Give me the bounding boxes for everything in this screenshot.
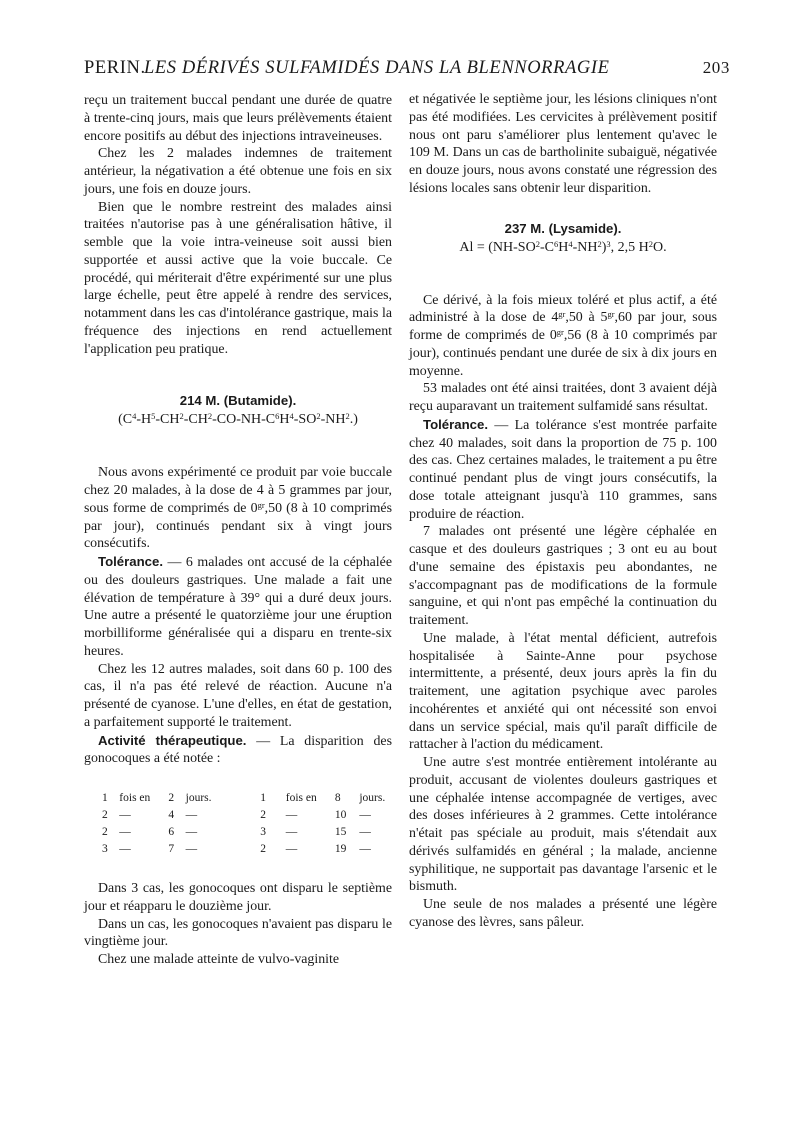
table-cell: 2: [260, 809, 266, 821]
paragraph: Dans un cas, les gonocoques n'avaient pas disparu le vingtième jour.: [84, 916, 392, 950]
table-cell: —: [119, 826, 131, 838]
paragraph: Chez une malade atteinte de vulvo-vaginite: [98, 952, 340, 967]
table-cell: —: [285, 809, 298, 821]
header-author: PERIN.: [84, 58, 146, 78]
paragraph: Une seule de nos malades a présenté une légère cyanose des lèvres, sans pâleur.: [409, 897, 717, 930]
table-cell: 7: [168, 843, 175, 855]
chemical-formula-butamide: $(C^4-H^5-CH^2-CH^2-CO-NH-C^6H^4-SO^2-NH^2.)$: [118, 411, 358, 428]
table-cell: —: [359, 843, 371, 855]
table-cell: 2: [102, 826, 108, 838]
paragraph: Bien que le nombre restreint des malades ainsi traitées n'autorise pas à une généralisation hâtive, il semble que la voie intra-veineuse soit aussi bien supportée et aussi active que la voie buccale. Ce procédé, qui mériterait d'être expérimenté sur une plus large échelle, peut être appelé à rendre des services, notamment dans les cas d'intolérance gastrique, mais la fréquence des injections en rend actuellement l'application peu pratique.: [84, 199, 392, 357]
table-cell: jours.: [359, 792, 386, 804]
table-cell: —: [119, 809, 131, 821]
table-cell: 1: [260, 792, 266, 804]
paragraph: Une autre s'est montrée entièrement intolérante au produit, accusant de violentes douleurs gastriques et une céphalée intense accompagnée de vertiges, avec des doses inférieures à 2 grammes. Cette intolérance n'était pas spéciale au produit, mais s'étendait aux dérivés sulfamidés en général ; la malade, ancienne syphilitique, ne supportait pas davantage l'arsenic et le bismuth.: [409, 755, 717, 895]
section-heading-butamide: 214 M. (Butamide).: [179, 393, 297, 409]
header-title: LES DÉRIVÉS SULFAMIDÉS DANS LA BLENNORRAGIE: [144, 58, 610, 78]
table-cell: 2: [260, 843, 266, 855]
run-in-heading-activity: Activité thérapeutique.: [98, 732, 247, 748]
table-cell: 15: [334, 826, 347, 838]
table-cell: 6: [168, 826, 175, 838]
paragraph: Ce dérivé, à la fois mieux toléré et plus actif, a été administré à la dose de $4^{gr},50$ à $5^{gr},60$ par jour, sous forme de comprimés de $0^{gr},56$ (8 à 10 comprimés par jour), continués pendant une durée de six à dix jours en moyenne.: [409, 292, 718, 379]
paragraph: Dans 3 cas, les gonocoques ont disparu le septième jour et réapparu le douzième jour.: [84, 881, 392, 914]
table-row: [98, 841, 398, 858]
table-cell: —: [359, 809, 371, 821]
paragraph: 53 malades ont été ainsi traitées, dont 3 avaient déjà reçu auparavant un traitement sulfamidé sans résultat.: [409, 381, 717, 414]
table-cell: —: [185, 843, 198, 855]
table-cell: jours.: [185, 792, 212, 804]
paragraph: Nous avons expérimenté ce produit par voie buccale chez 20 malades, à la dose de 4 à 5 grammes par jour, sous forme de comprimés de $0^{gr},50$ (8 à 10 comprimés par jour), continués pendant six à vingt jours consécutifs.: [84, 465, 393, 552]
table-cell: 19: [334, 843, 347, 855]
paragraph: reçu un traitement buccal pendant une durée de quatre à trente-cinq jours, mais que leurs prélèvements étaient encore positifs au début des injections intraveineuses.: [84, 93, 392, 144]
table-cell: —: [285, 826, 298, 838]
paragraph: Chez les 12 autres malades, soit dans 60 p. 100 des cas, il n'a pas été relevé de réaction. Aucune n'a présenté de cyanose. L'une d'elles, en état de gestation, a parfaitement supporté le traitement.: [84, 661, 392, 730]
table-row: [98, 824, 398, 841]
table-cell: —: [359, 826, 371, 838]
paragraph: Une malade, à l'état mental déficient, autrefois hospitalisée à Sainte-Anne pour psychose intermittente, a présenté, deux jours après la fin du traitement, une agitation psychique avec paroles incohérentes et anxiété qui ont nécessité son envoi dans un service spécial, mais qu'il paraît difficile de rattacher à l'action du médicament.: [409, 630, 717, 753]
table-cell: fois en: [119, 792, 151, 804]
paragraph: Tolérance. — 6 malades ont accusé de la céphalée ou des douleurs gastriques. Une malade a fait une élévation de température à 39° qui a duré deux jours. Une autre a présenté le quatorzième jour une éruption morbilliforme généralisée qui a disparu en trente-six heures.: [84, 554, 392, 659]
table-row: [98, 790, 398, 807]
paragraph: Chez les 2 malades indemnes de traitement antérieur, la négativation a été obtenue une fois en six jours, une fois en douze jours.: [84, 146, 392, 197]
table-cell: 2: [102, 809, 108, 821]
paragraph: et négativée le septième jour, les lésions cliniques n'ont pas été modifiées. Les cervicites à prélèvement positif nous ont paru s'améliorer plus lentement qu'avec le 109 M. Dans un cas de bartholinite subaiguë, négativée en douze jours, nous avons constaté une régression des lésions locales sans obtenir leur disparition.: [409, 92, 717, 196]
table-row: [98, 807, 398, 824]
table-cell: 8: [334, 792, 341, 804]
page-number: 203: [702, 58, 730, 77]
gonococci-disappearance-table: [98, 790, 398, 858]
table-cell: 3: [102, 843, 108, 855]
table-cell: 4: [168, 809, 175, 821]
left-column: [84, 92, 392, 969]
paragraph: Activité thérapeutique. — La disparition des gonocoques a été notée :: [84, 732, 392, 767]
table-cell: 1: [102, 792, 108, 804]
table-cell: —: [285, 843, 298, 855]
run-in-heading-tolerance: Tolérance.: [98, 554, 163, 569]
table-cell: —: [185, 826, 198, 838]
running-header: [84, 58, 730, 84]
table-cell: 3: [260, 826, 266, 838]
table-cell: —: [185, 809, 198, 821]
paragraph: Tolérance. — La tolérance s'est montrée parfaite chez 40 malades, soit dans la proportion de 75 p. 100 des cas. Chez certaines malades, le traitement a pu être continué pendant plus de vingt jours consécutifs, la dose totale atteignant jusqu'à 110 grammes, sans produire de réaction.: [409, 416, 717, 522]
table-cell: 2: [168, 792, 175, 804]
section-heading-lysamide: 237 M. (Lysamide).: [504, 220, 622, 236]
right-column: [409, 91, 717, 932]
table-cell: 10: [334, 809, 347, 821]
table-cell: fois en: [285, 792, 317, 804]
run-in-heading-tolerance: Tolérance.: [423, 416, 488, 432]
table-cell: —: [119, 843, 131, 855]
paragraph: 7 malades ont présenté une légère céphalée en casque et des douleurs gastriques ; 3 ont eu au bout d'une semaine des épistaxis peu abondantes, ne s'accompagnant pas de modifications de la formule sanguine, et qui n'ont pas empêché la continuation du traitement.: [409, 524, 717, 628]
chemical-formula-lysamide: $Al = (NH-SO^2-C^6H^4-NH^2)^3$, 2,5 $H^2O$.: [459, 238, 667, 255]
